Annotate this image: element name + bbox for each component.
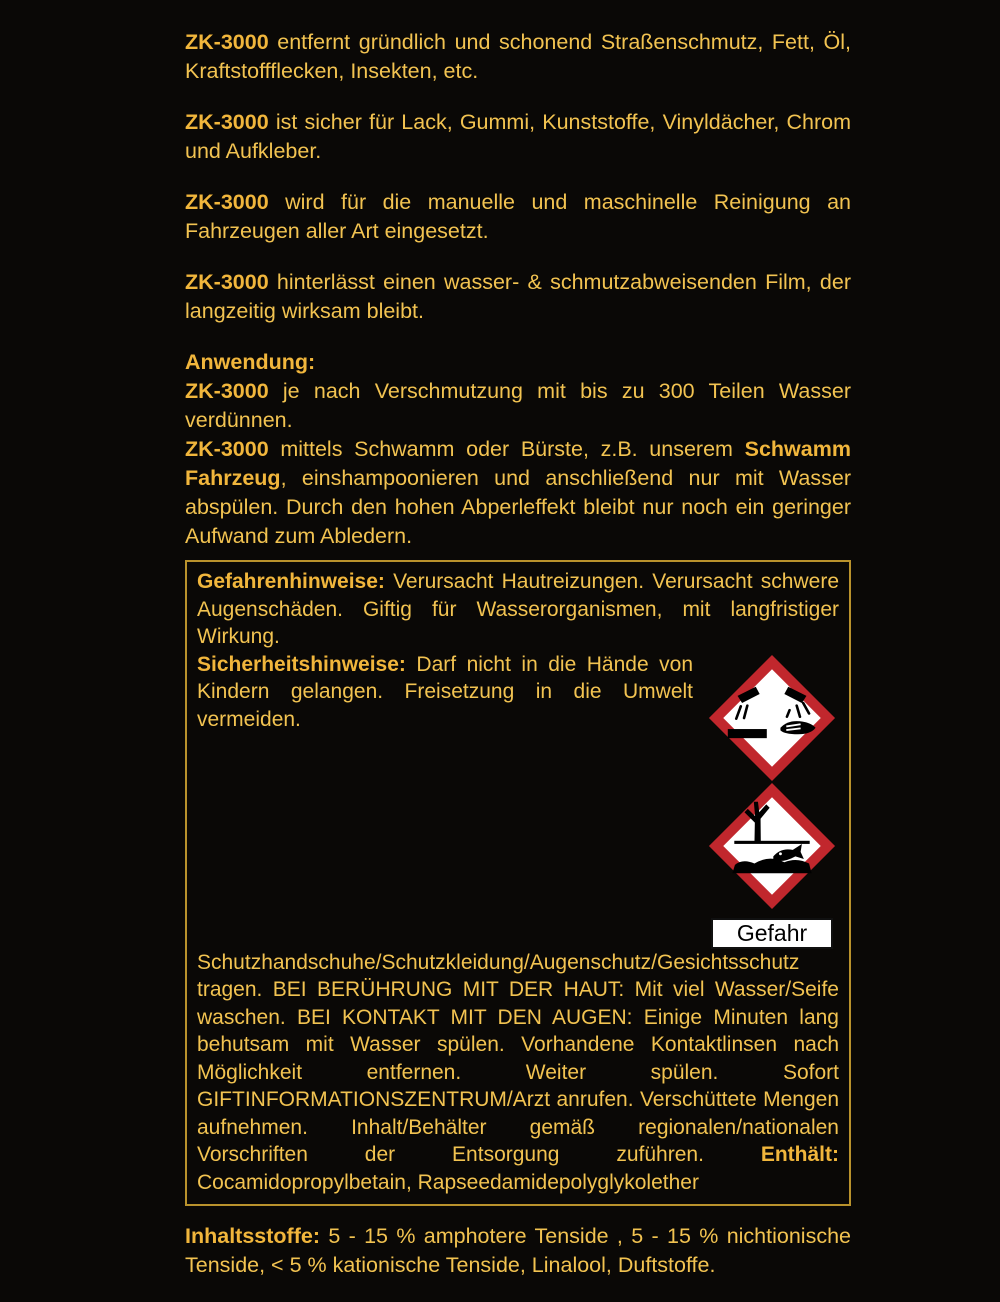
benefit-paragraph-1 [185, 28, 851, 86]
product-reference-bold: Schwamm Fahrzeug [185, 437, 851, 490]
inhaltsstoffe-paragraph [185, 1222, 851, 1280]
benefit-paragraph-2 [185, 108, 851, 166]
brand-name: ZK-3000 [185, 379, 269, 403]
brand-name: ZK-3000 [185, 110, 269, 134]
anwendung-section [185, 348, 851, 551]
signal-word-text: Gefahr [736, 919, 808, 946]
gefahrenhinweise-text: Verursacht Hautreizungen. Verursacht schwere Augenschäden. Giftig für Wasserorganismen, mit langfristiger Wirkung. [197, 570, 839, 648]
enthaelt-label: Enthält: [760, 1143, 839, 1166]
ghs09-environment-icon [707, 781, 837, 911]
sicherheitshinweise-text: Darf nicht in die Hände von Kindern gelangen. Freisetzung in die Umwelt vermeiden. Schutzhandschuhe/Schutzkleidung/Augenschutz/Gesichtsschutz tragen. BEI BERÜHRUNG MIT DER HAUT: Mit viel Wasser/Seife waschen. BEI KONTAKT MIT DEN AUGEN: Einige Minuten lang behutsam mit Wasser spülen. Vorhandene Kontaktlinsen nach Möglichkeit entfernen. Weiter spülen. Sofort GIFTINFORMATIONSZENTRUM/Arzt anrufen. Verschüttete Mengen aufnehmen. Inhalt/Behälter gemäß regionalen/nationalen Vorschriften der Entsorgung zuführen. [197, 652, 839, 1166]
enthaelt-text: Cocamidopropylbetain, Rapseedamidepolyglykolether [197, 1170, 699, 1194]
paragraph-text: mittels Schwamm oder Bürste, z.B. unserem [280, 437, 733, 461]
paragraph-text: je nach Verschmutzung mit bis zu 300 Teilen Wasser verdünnen. [185, 379, 851, 432]
benefit-paragraph-4 [185, 268, 851, 326]
paragraph-text: , einshampoonieren und anschließend nur mit Wasser abspülen. Durch den hohen Abperleffekt bleibt nur noch ein geringer Aufwand zum Abledern. [185, 466, 851, 548]
gefahrenhinweise-label: Gefahrenhinweise: [197, 570, 385, 593]
paragraph-text: wird für die manuelle und maschinelle Reinigung an Fahrzeugen aller Art eingesetzt. [185, 190, 851, 243]
signal-word-badge [711, 918, 833, 949]
brand-name: ZK-3000 [185, 30, 269, 54]
pictogram-column [705, 653, 839, 949]
brand-name: ZK-3000 [185, 270, 269, 294]
hazard-warning-box [185, 560, 851, 1206]
paragraph-text: entfernt gründlich und schonend Straßenschmutz, Fett, Öl, Kraftstoffflecken, Insekten, etc. [185, 30, 851, 83]
anwendung-step-2 [185, 435, 851, 551]
paragraph-text: ist sicher für Lack, Gummi, Kunststoffe, Vinyldächer, Chrom und Aufkleber. [185, 110, 851, 163]
label-text-content [185, 28, 851, 1302]
ghs05-corrosive-icon [707, 653, 837, 783]
anwendung-step-1 [185, 377, 851, 435]
gefahrenhinweise-paragraph [197, 568, 839, 651]
sicherheitshinweise-paragraph [197, 651, 839, 1197]
brand-name: ZK-3000 [185, 437, 269, 461]
brand-name: ZK-3000 [185, 190, 269, 214]
paragraph-text: hinterlässt einen wasser- & schmutzabweisenden Film, der langzeitig wirksam bleibt. [185, 270, 851, 323]
benefit-paragraph-3 [185, 188, 851, 246]
inhaltsstoffe-text: 5 - 15 % amphotere Tenside , 5 - 15 % nichtionische Tenside, < 5 % kationische Tenside, Linalool, Duftstoffe. [185, 1224, 851, 1277]
sicherheitshinweise-label: Sicherheitshinweise: [197, 652, 406, 676]
anwendung-heading: Anwendung: [185, 350, 316, 374]
inhaltsstoffe-label: Inhaltsstoffe: [185, 1224, 320, 1248]
